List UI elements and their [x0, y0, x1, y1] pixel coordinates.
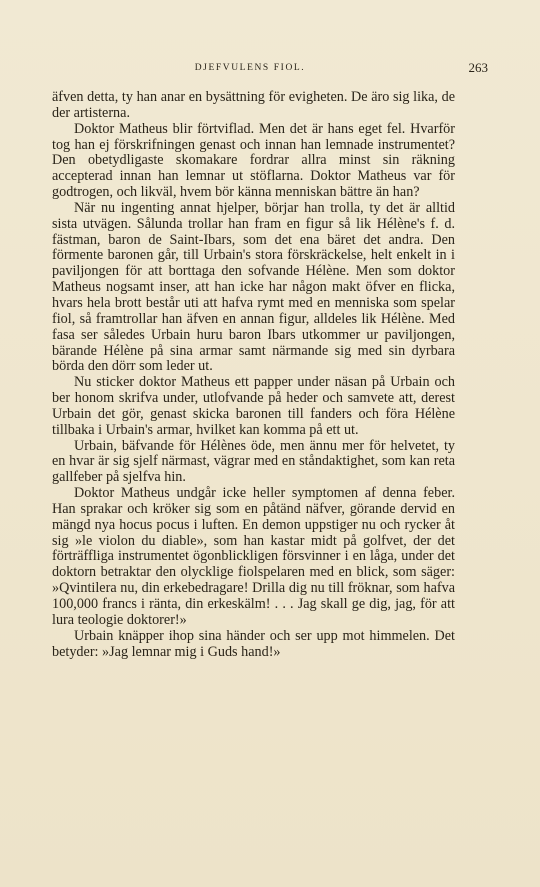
paragraph: Urbain, bäfvande för Hélènes öde, men ännu mer för helvetet, ty en hvar är sig sjelf närmast, vägrar med en ståndaktighet, som kan reta gallfeber på sjelfva hin.	[52, 437, 455, 486]
paragraph: äfven detta, ty han anar en bysättning för evigheten. De äro sig lika, de der artisterna.	[52, 89, 455, 121]
paragraph: Nu sticker doktor Matheus ett papper under näsan på Urbain och ber honom skrifva under, utlofvande på heder och samvete att, derest Urbain det gör, genast skicka baronen till fanders och föra Hélène tillbaka i Urbain's armar, hvilket kan komma på ett ut.	[52, 374, 455, 438]
running-title: DJEFVULENS FIOL.	[194, 63, 306, 73]
paragraph: När nu ingenting annat hjelper, börjar han trolla, ty det är alltid sista utvägen. Sålunda trollar han fram en figur så lik Hélène's f. d. fästman, baron de Saint-Ibars, som det ena bäret det andra. Den förmente baronen går, till Urbain's stora förskräckelse, helt enkelt in i paviljongen för att borttaga den sofvande Hélène. Men som doktor Matheus nogsamt inser, att han icke har någon makt öfver en flicka, hvars hela brott består uti att hafva rymt med en menniska som spelar fiol, så framtrollar han äfven en annan figur, alldeles lik Hélène. Med fasa ser således Urbain huru baron Ibars utkommer ur paviljongen, bärande Hélène på sina armar samt närmande sig med sin dyrbara börda den dörr som leder ut.	[52, 199, 455, 375]
paragraph: Doktor Matheus undgår icke heller symptomen af denna feber. Han sprakar och kröker sig som en påtänd näfver, görande dervid en mängd nya hocus pocus i luften. En demon uppstiger nu och rycker åt sig »le violon du diable», som han kastar midt på golfvet, der det förträffliga instrumentet ögonblickligen försvinner i en låga, under det doktorn betraktar den olycklige fiolspelaren med en blick, som säger: »Qvintilera nu, din erkebedragare! Drilla dig nu till fröknar, som hafva 100,000 francs i ränta, din erkeskälm! . . . Jag skall ge dig, jag, för att lura teologie doktorer!»	[52, 485, 455, 628]
paragraph: Urbain knäpper ihop sina händer och ser upp mot himmelen. Det betyder: »Jag lemnar mig i Guds hand!»	[52, 627, 455, 660]
page-number: 263	[468, 60, 488, 75]
paragraph: Doktor Matheus blir förtviflad. Men det är hans eget fel. Hvarför tog han ej förskrifningen genast och innan han lemnade instrumentet? Den obetydligaste skomakare fordrar allra minst sin räkning accepterad innan han lemnar ut stöflarna. Doktor Matheus var för godtrogen, och likväl, hvem bör känna menniskan bättre än han?	[52, 120, 455, 201]
body-text	[52, 90, 455, 660]
page-header	[52, 60, 488, 76]
